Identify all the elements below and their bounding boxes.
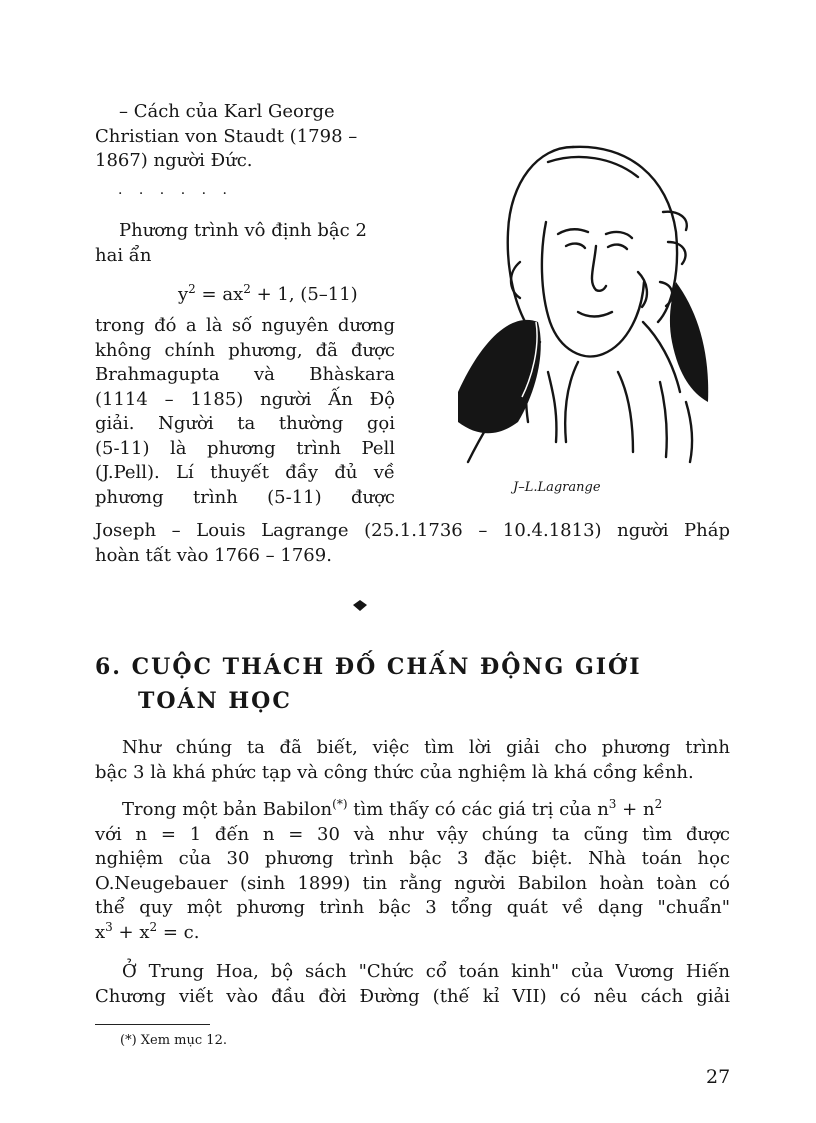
text-line: với n = 1 đến n = 30 và như vậy chúng ta cũng tìm được [95,823,730,845]
ellipsis-dots: · · · · · · [118,186,233,202]
page-number: 27 [706,1066,731,1088]
exponent: 2 [149,919,158,934]
equation-5-11 [178,283,358,308]
ornament-shape [353,600,367,611]
text-line: nghiệm của 30 phương trình bậc 3 đặc biệt. Nhà toán học [95,848,730,869]
portrait-drawing [428,122,718,472]
text-line: giải. Người ta thường gọi [95,413,395,434]
text-run: Trong một bản Babilon [122,799,333,820]
pell-line: hai ẩn [95,244,152,266]
lagrange-portrait [428,122,718,495]
text-run: tìm thấy có các giá trị của n [347,799,609,820]
footnote: (*) Xem mục 12. [120,1033,227,1048]
eq-end: + 1, (5–11) [250,284,358,305]
text-run: x [95,921,106,943]
body-paragraph-3 [95,960,730,1009]
staudt-line: Christian von Staudt (1798 – [95,125,358,147]
pell-line: Phương trình vô định bậc 2 [119,220,367,241]
text-line: hoàn tất vào 1766 – 1769. [95,544,332,566]
heading-line: 6. CUỘC THÁCH ĐỐ CHẤN ĐỘNG GIỚI [95,654,642,680]
text-line: Ở Trung Hoa, bộ sách "Chức cổ toán kinh" của Vương Hiến [122,961,730,982]
text-line: Brahmagupta và Bhàskara [95,364,395,385]
text-line: bậc 3 là khá phức tạp và công thức của nghiệm là khá cồng kềnh. [95,761,694,783]
text-line: trong đó a là số nguyên dương [95,315,395,336]
eq-exp: 2 [243,282,251,296]
pell-paragraph [95,219,395,268]
text-line [95,921,730,946]
lagrange-paragraph [95,519,730,568]
pell-body [95,314,395,510]
body-paragraph-2 [95,798,730,945]
eq-exp: 2 [188,282,196,296]
text-line: không chính phương, đã được [95,339,395,361]
staudt-line: – Cách của Karl George [119,101,335,122]
footnote-ref: (*) [332,797,348,811]
text-line [95,798,730,823]
text-line: (J.Pell). Lí thuyết đầy đủ về [95,462,395,483]
eq-mid: = ax [195,284,244,305]
footnote-rule [95,1024,210,1025]
text-line: phương trình (5-11) được [95,486,395,508]
section-heading [95,650,735,718]
text-line: thể quy một phương trình bậc 3 tổng quát về dạng "chuẩn" [95,897,730,918]
text-line: Như chúng ta đã biết, việc tìm lời giải cho phương trình [122,737,730,758]
staudt-line: 1867) người Đức. [95,150,253,171]
text-run: + x [112,921,150,943]
text-line: O.Neugebauer (sinh 1899) tin rằng người Babilon hoàn toàn có [95,872,730,894]
exponent: 3 [105,919,113,934]
heading-line: TOÁN HỌC [138,688,292,714]
text-line: (1114 – 1185) người Ấn Độ [95,388,395,410]
body-paragraph-1 [95,736,730,785]
text-run: = c. [157,921,200,943]
text-line: (5-11) là phương trình Pell [95,437,395,459]
staudt-paragraph [95,100,395,174]
eq-y: y [178,284,189,305]
section-ornament [353,596,367,607]
exponent: 2 [654,797,663,811]
portrait-caption: J–L.Lagrange [513,480,601,495]
text-line: Chương viết vào đầu đời Đường (thế kỉ VII) có nêu cách giải [95,985,730,1007]
text-run: + n [616,799,655,820]
exponent: 3 [608,797,617,811]
text-line: Joseph – Louis Lagrange (25.1.1736 – 10.4.1813) người Pháp [95,520,730,541]
